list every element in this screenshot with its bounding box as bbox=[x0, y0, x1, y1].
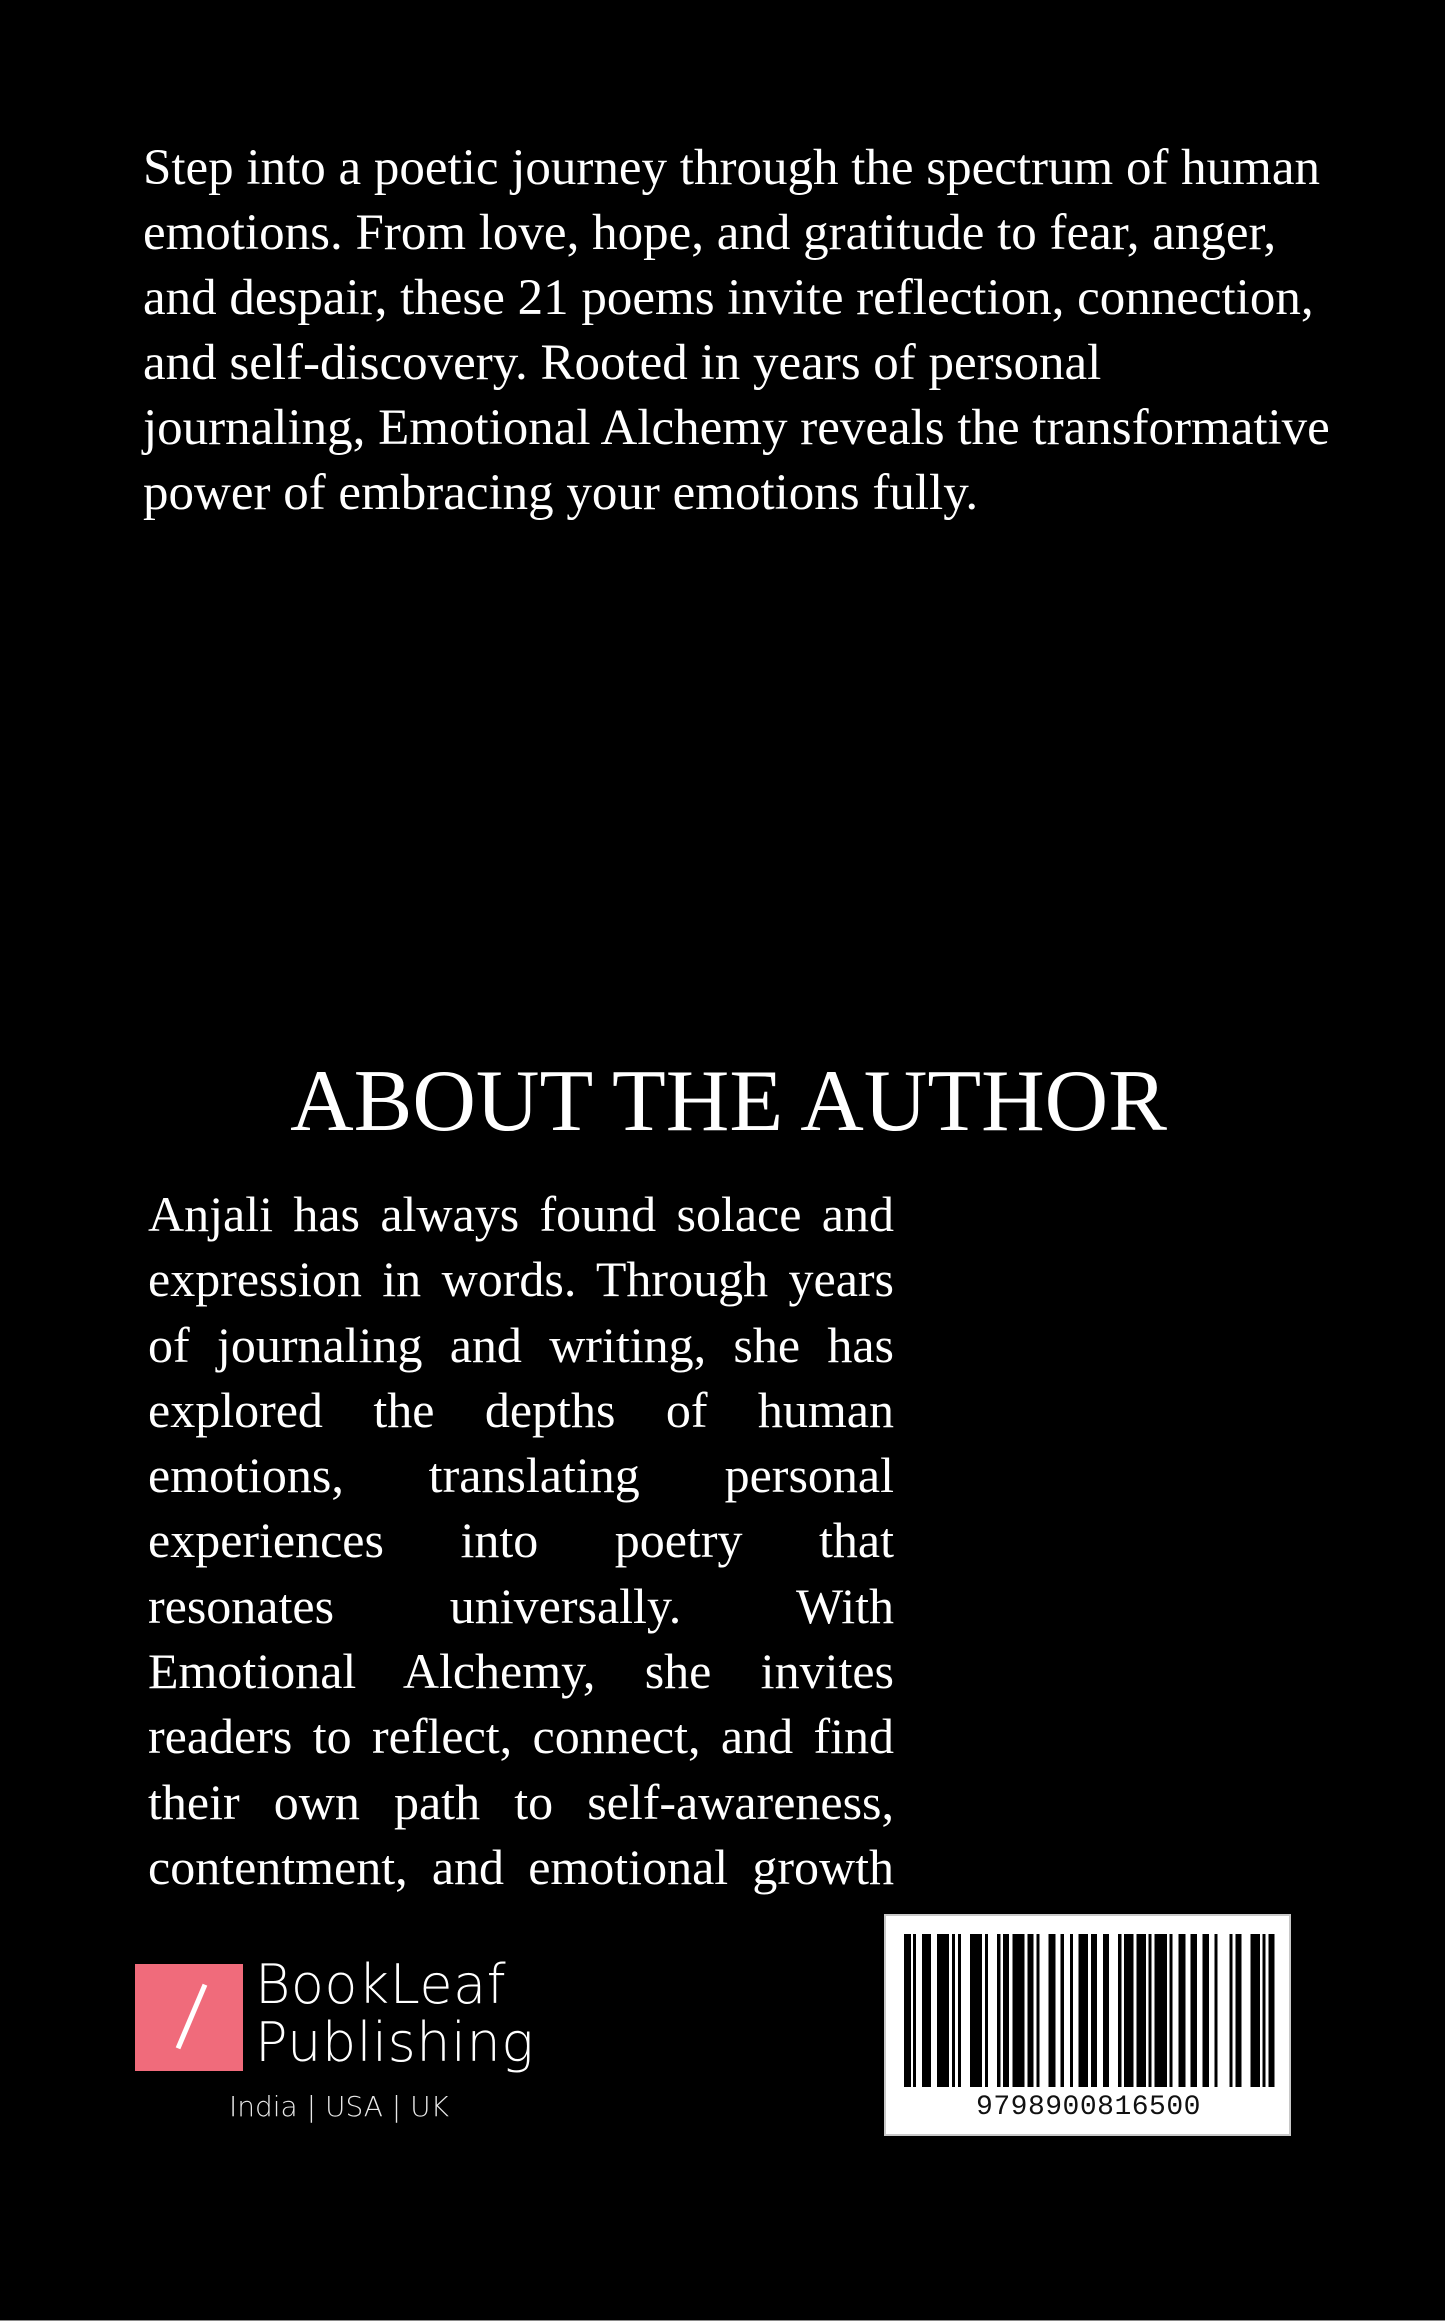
publisher-name bbox=[255, 1953, 535, 2074]
author-bio-line: Anjali has always found solace and bbox=[148, 1186, 894, 1242]
publisher-name-line1: BookLeaf bbox=[255, 1953, 507, 2016]
author-bio-line: experiences into poetry that bbox=[148, 1512, 894, 1569]
author-bio-line: their own path to self-awareness, bbox=[148, 1773, 894, 1830]
author-bio-line: emotions, translating personal bbox=[148, 1447, 894, 1504]
blurb-line: Step into a poetic journey through the spectrum of human bbox=[143, 140, 1320, 196]
book-blurb bbox=[143, 136, 1343, 526]
author-bio-line: contentment, and emotional growth bbox=[148, 1838, 894, 1895]
blurb-line: and self-discovery. Rooted in years of personal bbox=[143, 335, 1102, 391]
author-bio-line: expression in words. Through years bbox=[148, 1251, 894, 1308]
author-bio-line: explored the depths of human bbox=[148, 1381, 894, 1438]
author-bio-line: readers to reflect, connect, and find bbox=[148, 1708, 894, 1765]
page-bottom-edge bbox=[0, 2320, 1445, 2324]
about-the-author-heading: ABOUT THE AUTHOR bbox=[290, 1053, 1167, 1150]
author-bio-line: of journaling and writing, she has bbox=[148, 1316, 894, 1373]
blurb-line: journaling, Emotional Alchemy reveals the transformative bbox=[143, 400, 1330, 456]
publisher-logo-mark bbox=[135, 1964, 243, 2071]
publisher-regions: India | USA | UK bbox=[229, 2090, 449, 2123]
publisher-logo bbox=[135, 1953, 555, 2134]
blurb-line: emotions. From love, hope, and gratitude to fear, anger, bbox=[143, 205, 1277, 261]
isbn-barcode bbox=[884, 1914, 1291, 2136]
publisher-name-line2: Publishing bbox=[255, 2011, 535, 2074]
barcode-icon bbox=[886, 1916, 1293, 2091]
slash-icon bbox=[135, 1964, 243, 2071]
blurb-line: and despair, these 21 poems invite reflection, connection, bbox=[143, 270, 1314, 326]
author-bio-line: resonates universally. With bbox=[148, 1577, 894, 1634]
author-bio bbox=[148, 1182, 894, 1900]
author-bio-line: Emotional Alchemy, she invites bbox=[148, 1643, 894, 1700]
isbn-number: 9798900816500 bbox=[976, 2092, 1201, 2123]
blurb-line: power of embracing your emotions fully. bbox=[143, 465, 979, 521]
